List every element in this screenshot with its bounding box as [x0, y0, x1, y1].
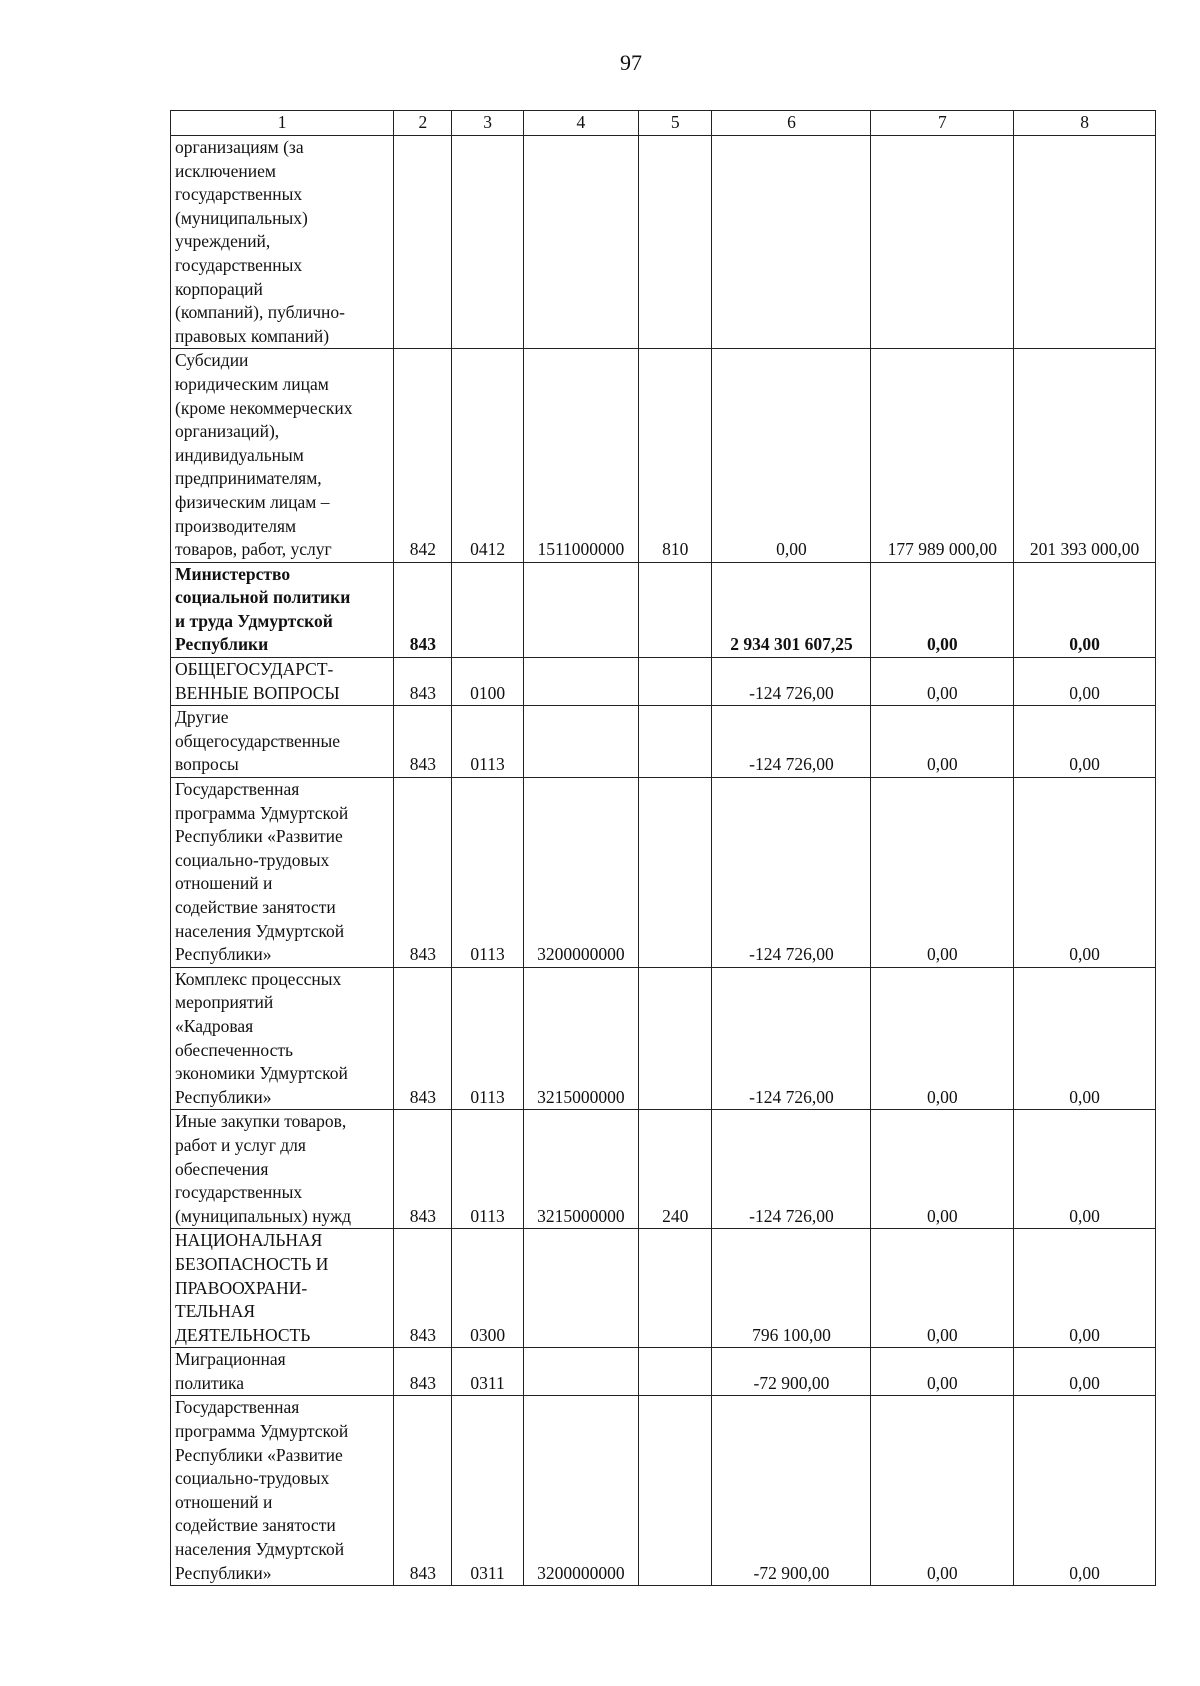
row-amount-col8: 0,00 — [1014, 658, 1156, 706]
row-expense-type — [639, 1396, 712, 1586]
row-expense-type — [639, 1348, 712, 1396]
row-section-code: 0113 — [452, 706, 523, 778]
row-expense-type — [639, 967, 712, 1110]
row-section-code: 0311 — [452, 1396, 523, 1586]
row-target-code: 3215000000 — [523, 967, 638, 1110]
row-target-code — [523, 136, 638, 349]
row-name: Миграционная политика — [171, 1348, 394, 1396]
table-row — [171, 658, 1156, 706]
table-row — [171, 1348, 1156, 1396]
row-ministry-code: 842 — [394, 349, 452, 562]
row-target-code — [523, 706, 638, 778]
row-amount-col8: 0,00 — [1014, 1348, 1156, 1396]
row-amount-col6: -124 726,00 — [712, 706, 871, 778]
row-amount-col7: 0,00 — [871, 778, 1014, 968]
row-amount-col8: 0,00 — [1014, 706, 1156, 778]
header-col-6: 6 — [712, 111, 871, 136]
row-expense-type — [639, 706, 712, 778]
row-expense-type — [639, 658, 712, 706]
row-section-code: 0113 — [452, 778, 523, 968]
row-amount-col7: 0,00 — [871, 967, 1014, 1110]
header-col-1: 1 — [171, 111, 394, 136]
row-amount-col6 — [712, 136, 871, 349]
row-amount-col6: 796 100,00 — [712, 1229, 871, 1348]
row-name: Другие общегосударственные вопросы — [171, 706, 394, 778]
row-amount-col8: 0,00 — [1014, 1229, 1156, 1348]
table-row — [171, 1110, 1156, 1229]
row-ministry-code: 843 — [394, 1229, 452, 1348]
row-amount-col7: 0,00 — [871, 706, 1014, 778]
row-amount-col6: 0,00 — [712, 349, 871, 562]
row-expense-type: 810 — [639, 349, 712, 562]
row-ministry-code: 843 — [394, 706, 452, 778]
table-row — [171, 562, 1156, 657]
row-section-code: 0311 — [452, 1348, 523, 1396]
row-name: Государственная программа Удмуртской Республики «Развитие социально-трудовых отношений и содействие занятости населения Удмуртской Республики» — [171, 778, 394, 968]
row-amount-col7: 0,00 — [871, 658, 1014, 706]
row-amount-col8: 0,00 — [1014, 1396, 1156, 1586]
row-expense-type: 240 — [639, 1110, 712, 1229]
row-name: организациям (за исключением государственных (муниципальных) учреждений, государственных корпораций (компаний), публично- правовых компаний) — [171, 136, 394, 349]
row-target-code: 3215000000 — [523, 1110, 638, 1229]
row-expense-type — [639, 778, 712, 968]
row-name: НАЦИОНАЛЬНАЯ БЕЗОПАСНОСТЬ И ПРАВООХРАНИ- ТЕЛЬНАЯ ДЕЯТЕЛЬНОСТЬ — [171, 1229, 394, 1348]
row-amount-col8: 0,00 — [1014, 562, 1156, 657]
row-amount-col7: 0,00 — [871, 1110, 1014, 1229]
row-name: Субсидии юридическим лицам (кроме некоммерческих организаций), индивидуальным предпринимателям, физическим лицам – производителям товаров, работ, услуг — [171, 349, 394, 562]
header-col-3: 3 — [452, 111, 523, 136]
row-amount-col7: 0,00 — [871, 1348, 1014, 1396]
row-amount-col8: 0,00 — [1014, 1110, 1156, 1229]
row-target-code — [523, 562, 638, 657]
header-col-8: 8 — [1014, 111, 1156, 136]
table-row — [171, 136, 1156, 349]
row-amount-col7 — [871, 136, 1014, 349]
row-amount-col6: -72 900,00 — [712, 1396, 871, 1586]
row-ministry-code: 843 — [394, 778, 452, 968]
row-section-code: 0113 — [452, 967, 523, 1110]
row-expense-type — [639, 136, 712, 349]
row-amount-col6: -124 726,00 — [712, 658, 871, 706]
row-amount-col7: 0,00 — [871, 562, 1014, 657]
row-ministry-code: 843 — [394, 562, 452, 657]
table-row — [171, 1396, 1156, 1586]
header-row — [171, 111, 1156, 136]
row-name: Государственная программа Удмуртской Республики «Развитие социально-трудовых отношений и содействие занятости населения Удмуртской Республики» — [171, 1396, 394, 1586]
row-name: Комплекс процессных мероприятий «Кадровая обеспеченность экономики Удмуртской Республики» — [171, 967, 394, 1110]
row-target-code — [523, 1348, 638, 1396]
row-amount-col6: -72 900,00 — [712, 1348, 871, 1396]
row-amount-col7: 177 989 000,00 — [871, 349, 1014, 562]
row-expense-type — [639, 562, 712, 657]
row-expense-type — [639, 1229, 712, 1348]
row-section-code: 0100 — [452, 658, 523, 706]
page-number: 97 — [620, 50, 642, 75]
row-amount-col7: 0,00 — [871, 1229, 1014, 1348]
row-target-code — [523, 658, 638, 706]
row-ministry-code — [394, 136, 452, 349]
header-col-7: 7 — [871, 111, 1014, 136]
header-col-5: 5 — [639, 111, 712, 136]
table-row — [171, 778, 1156, 968]
row-target-code — [523, 1229, 638, 1348]
row-amount-col6: -124 726,00 — [712, 1110, 871, 1229]
row-section-code: 0300 — [452, 1229, 523, 1348]
table-row — [171, 1229, 1156, 1348]
table-row — [171, 706, 1156, 778]
table-row — [171, 967, 1156, 1110]
row-ministry-code: 843 — [394, 1396, 452, 1586]
row-section-code — [452, 136, 523, 349]
row-amount-col6: -124 726,00 — [712, 967, 871, 1110]
table-row — [171, 349, 1156, 562]
row-target-code: 1511000000 — [523, 349, 638, 562]
row-ministry-code: 843 — [394, 658, 452, 706]
row-name: ОБЩЕГОСУДАРСТ- ВЕННЫЕ ВОПРОСЫ — [171, 658, 394, 706]
row-target-code: 3200000000 — [523, 778, 638, 968]
row-amount-col8: 201 393 000,00 — [1014, 349, 1156, 562]
header-col-2: 2 — [394, 111, 452, 136]
row-amount-col8: 0,00 — [1014, 778, 1156, 968]
row-amount-col8 — [1014, 136, 1156, 349]
row-amount-col8: 0,00 — [1014, 967, 1156, 1110]
row-ministry-code: 843 — [394, 967, 452, 1110]
row-section-code: 0412 — [452, 349, 523, 562]
row-amount-col7: 0,00 — [871, 1396, 1014, 1586]
row-name: Иные закупки товаров, работ и услуг для обеспечения государственных (муниципальных) нужд — [171, 1110, 394, 1229]
row-ministry-code: 843 — [394, 1348, 452, 1396]
row-target-code: 3200000000 — [523, 1396, 638, 1586]
row-section-code: 0113 — [452, 1110, 523, 1229]
row-section-code — [452, 562, 523, 657]
row-amount-col6: -124 726,00 — [712, 778, 871, 968]
header-col-4: 4 — [523, 111, 638, 136]
row-name: Министерство социальной политики и труда Удмуртской Республики — [171, 562, 394, 657]
row-amount-col6: 2 934 301 607,25 — [712, 562, 871, 657]
row-ministry-code: 843 — [394, 1110, 452, 1229]
budget-table — [170, 110, 1156, 1586]
